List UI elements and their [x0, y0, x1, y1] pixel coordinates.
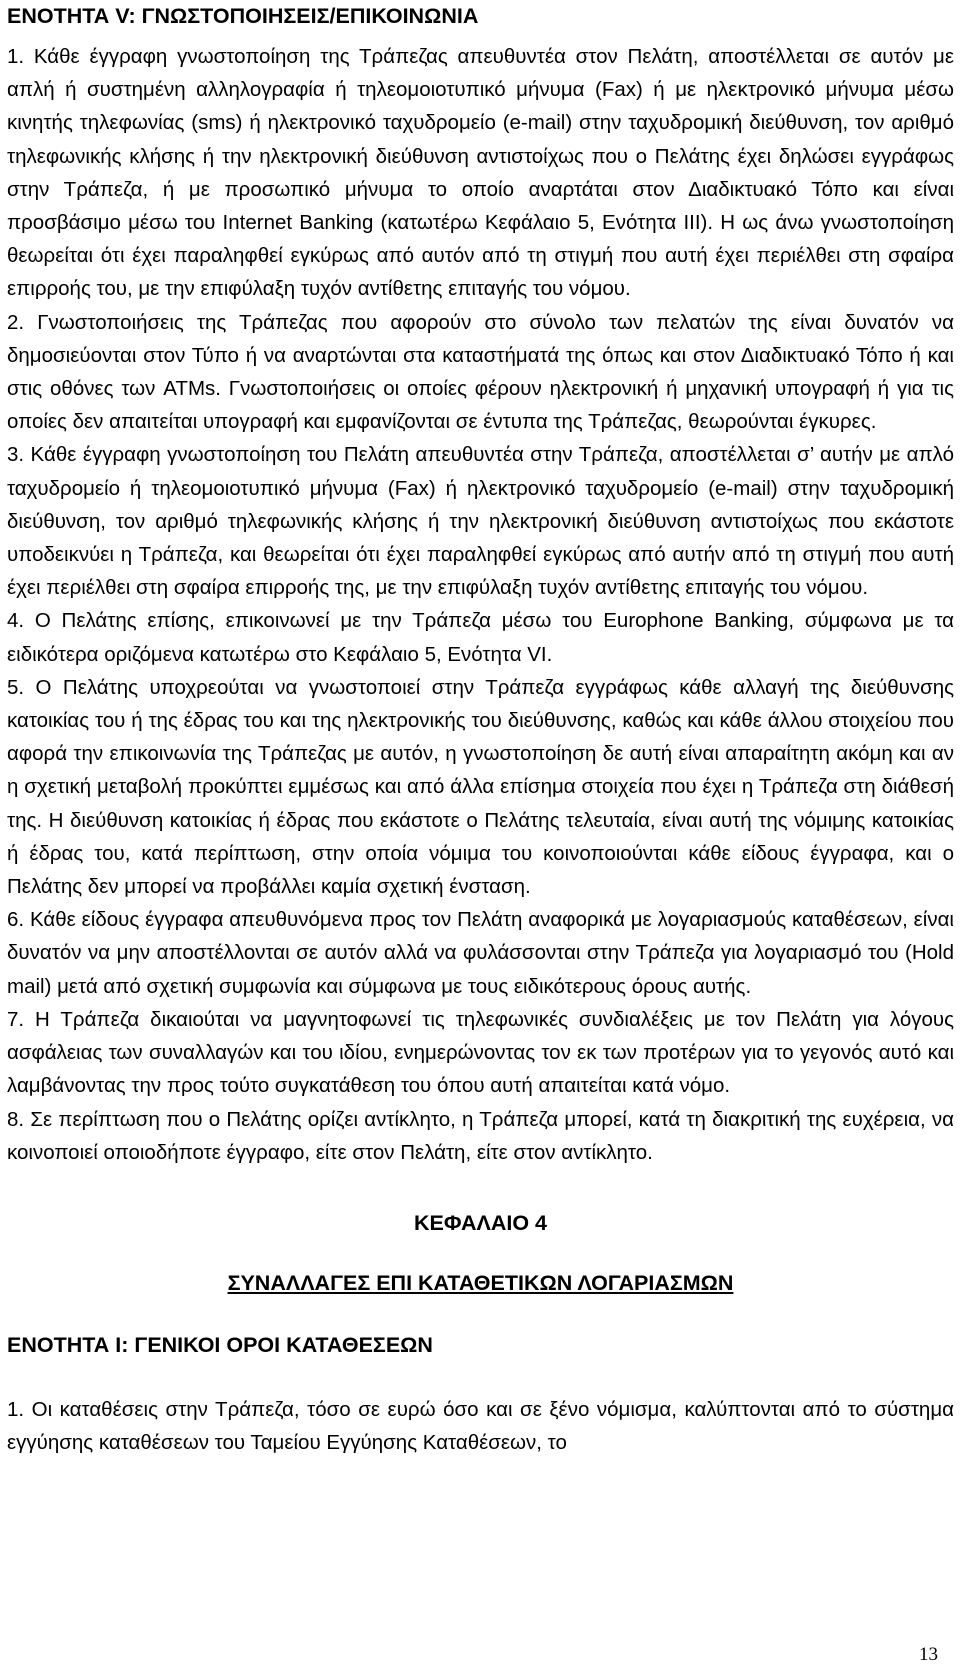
- paragraph-1: 1. Κάθε έγγραφη γνωστοποίηση της Τράπεζας απευθυντέα στον Πελάτη, αποστέλλεται σε αυτόν με απλή ή συστημένη αλληλογραφία ή τηλεομοιοτυπικό μήνυμα (Fax) ή με ηλεκτρονικό μήνυμα μέσω κινητής τηλεφωνίας (sms) ή ηλεκτρονικό ταχυδρομείο (e-mail) στην ταχυδρομική διεύθυνση, τον αριθμό τηλεφωνικής κλήσης ή την ηλεκτρονική διεύθυνση αντιστοίχως που ο Πελάτης έχει δηλώσει εγγράφως στην Τράπεζα, ή με προσωπικό μήνυμα το οποίο αναρτάται στον Διαδικτυακό Τόπο και είναι προσβάσιμο μέσω του Internet Banking (κατωτέρω Κεφάλαιο 5, Ενότητα ΙΙΙ). Η ως άνω γνωστοποίηση θεωρείται ότι έχει παραληφθεί εγκύρως από αυτόν από τη στιγμή που αυτή έχει περιέλθει στη σφαίρα επιρροής του, με την επιφύλαξη τυχόν αντίθετης επιταγής του νόμου.: [7, 45, 954, 301]
- paragraph-5: 5. Ο Πελάτης υποχρεούται να γνωστοποιεί στην Τράπεζα εγγράφως κάθε αλλαγή της διεύθυνσης κατοικίας του ή της έδρας του και της ηλεκτρονικής του διεύθυνσης, καθώς και κάθε άλλου στοιχείου που αφορά την επικοινωνία της Τράπεζας με αυτόν, η γνωστοποίηση δε αυτή είναι απαραίτητη ακόμη και αν η σχετική μεταβολή προκύπτει εμμέσως και από άλλα επίσημα στοιχεία που έχει η Τράπεζα στη διάθεσή της. Η διεύθυνση κατοικίας ή έδρας που εκάστοτε ο Πελάτης τελευταία, είναι αυτή της νόμιμης κατοικίας ή έδρας του, κατά περίπτωση, στην οποία νόμιμα του κοινοποιούνται κάθε είδους έγγραφα, και ο Πελάτης δεν μπορεί να προβάλλει καμία σχετική ένσταση.: [7, 675, 954, 899]
- paragraph-8: 8. Σε περίπτωση που ο Πελάτης ορίζει αντίκλητο, η Τράπεζα μπορεί, κατά τη διακριτική της ευχέρεια, να κοινοποιεί οποιοδήποτε έγγραφο, είτε στον Πελάτη, είτε στον αντίκλητο.: [7, 1107, 954, 1164]
- document-page: [7, 0, 954, 1459]
- paragraph-4: 4. Ο Πελάτης επίσης, επικοινωνεί με την Τράπεζα μέσω του Europhone Banking, σύμφωνα με τα ειδικότερα οριζόμενα κατωτέρω στο Κεφάλαιο 5, Ενότητα VI.: [7, 609, 954, 666]
- section2-paragraph-1: 1. Οι καταθέσεις στην Τράπεζα, τόσο σε ευρώ όσο και σε ξένο νόμισμα, καλύπτονται από το σύστημα εγγύησης καταθέσεων του Ταμείου Εγγύησης Καταθέσεων, το: [7, 1397, 954, 1455]
- section2-heading: ΕΝΟΤΗΤΑ Ι: ΓΕΝΙΚΟΙ ΟΡΟΙ ΚΑΤΑΘΕΣΕΩΝ: [7, 1332, 433, 1357]
- paragraph-7: 7. Η Τράπεζα δικαιούται να μαγνητοφωνεί τις τηλεφωνικές συνδιαλέξεις με τον Πελάτη για λόγους ασφάλειας των συναλλαγών και του ιδίου, ενημερώνοντας τον εκ των προτέρων για το γεγονός αυτό και λαμβάνοντας την προς τούτο συγκατάθεση του όπου αυτή απαιτείται κατά νόμο.: [7, 1007, 954, 1098]
- chapter-title: ΣΥΝΑΛΛΑΓΕΣ ΕΠΙ ΚΑΤΑΘΕΤΙΚΩΝ ΛΟΓΑΡΙΑΣΜΩΝ: [227, 1270, 734, 1295]
- page-number: 13: [919, 1644, 938, 1665]
- section-heading: ΕΝΟΤΗΤΑ V: ΓΝΩΣΤΟΠΟΙΗΣΕΙΣ/ΕΠΙΚΟΙΝΩΝΙΑ: [7, 4, 479, 28]
- paragraph-3: 3. Κάθε έγγραφη γνωστοποίηση του Πελάτη απευθυντέα στην Τράπεζα, αποστέλλεται σ’ αυτήν με απλό ταχυδρομείο ή τηλεομοιοτυπικό μήνυμα (Fax) ή ηλεκτρονικό ταχυδρομείο (e-mail) στην ταχυδρομική διεύθυνση, τον αριθμό τηλεφωνικής κλήσης ή την ηλεκτρονική διεύθυνση αντιστοίχως που εκάστοτε υποδεικνύει η Τράπεζα, και θεωρείται ότι έχει παραληφθεί εγκύρως από αυτήν από τη στιγμή που αυτή έχει περιέλθει στη σφαίρα επιρροής της, με την επιφύλαξη τυχόν αντίθετης επιταγής του νόμου.: [7, 443, 954, 600]
- paragraph-2: 2. Γνωστοποιήσεις της Τράπεζας που αφορούν στο σύνολο των πελατών της είναι δυνατόν να δημοσιεύονται στον Τύπο ή να αναρτώνται στα καταστήματά της όπως και στον Διαδικτυακό Τόπο ή και στις οθόνες των ATMs. Γνωστοποιήσεις οι οποίες φέρουν ηλεκτρονική ή μηχανική υπογραφή ή για τις οποίες δεν απαιτείται υπογραφή και εμφανίζονται σε έντυπα της Τράπεζας, θεωρούνται έγκυρες.: [7, 310, 954, 434]
- paragraph-6: 6. Κάθε είδους έγγραφα απευθυνόμενα προς τον Πελάτη αναφορικά με λογαριασμούς καταθέσεων, είναι δυνατόν να μην αποστέλλονται σε αυτόν αλλά να φυλάσσονται στην Τράπεζα για λογαριασμό του (Hold mail) μετά από σχετική συμφωνία και σύμφωνα με τους ειδικότερους όρους αυτής.: [7, 908, 954, 998]
- chapter-number: ΚΕΦΑΛΑΙΟ 4: [414, 1210, 547, 1235]
